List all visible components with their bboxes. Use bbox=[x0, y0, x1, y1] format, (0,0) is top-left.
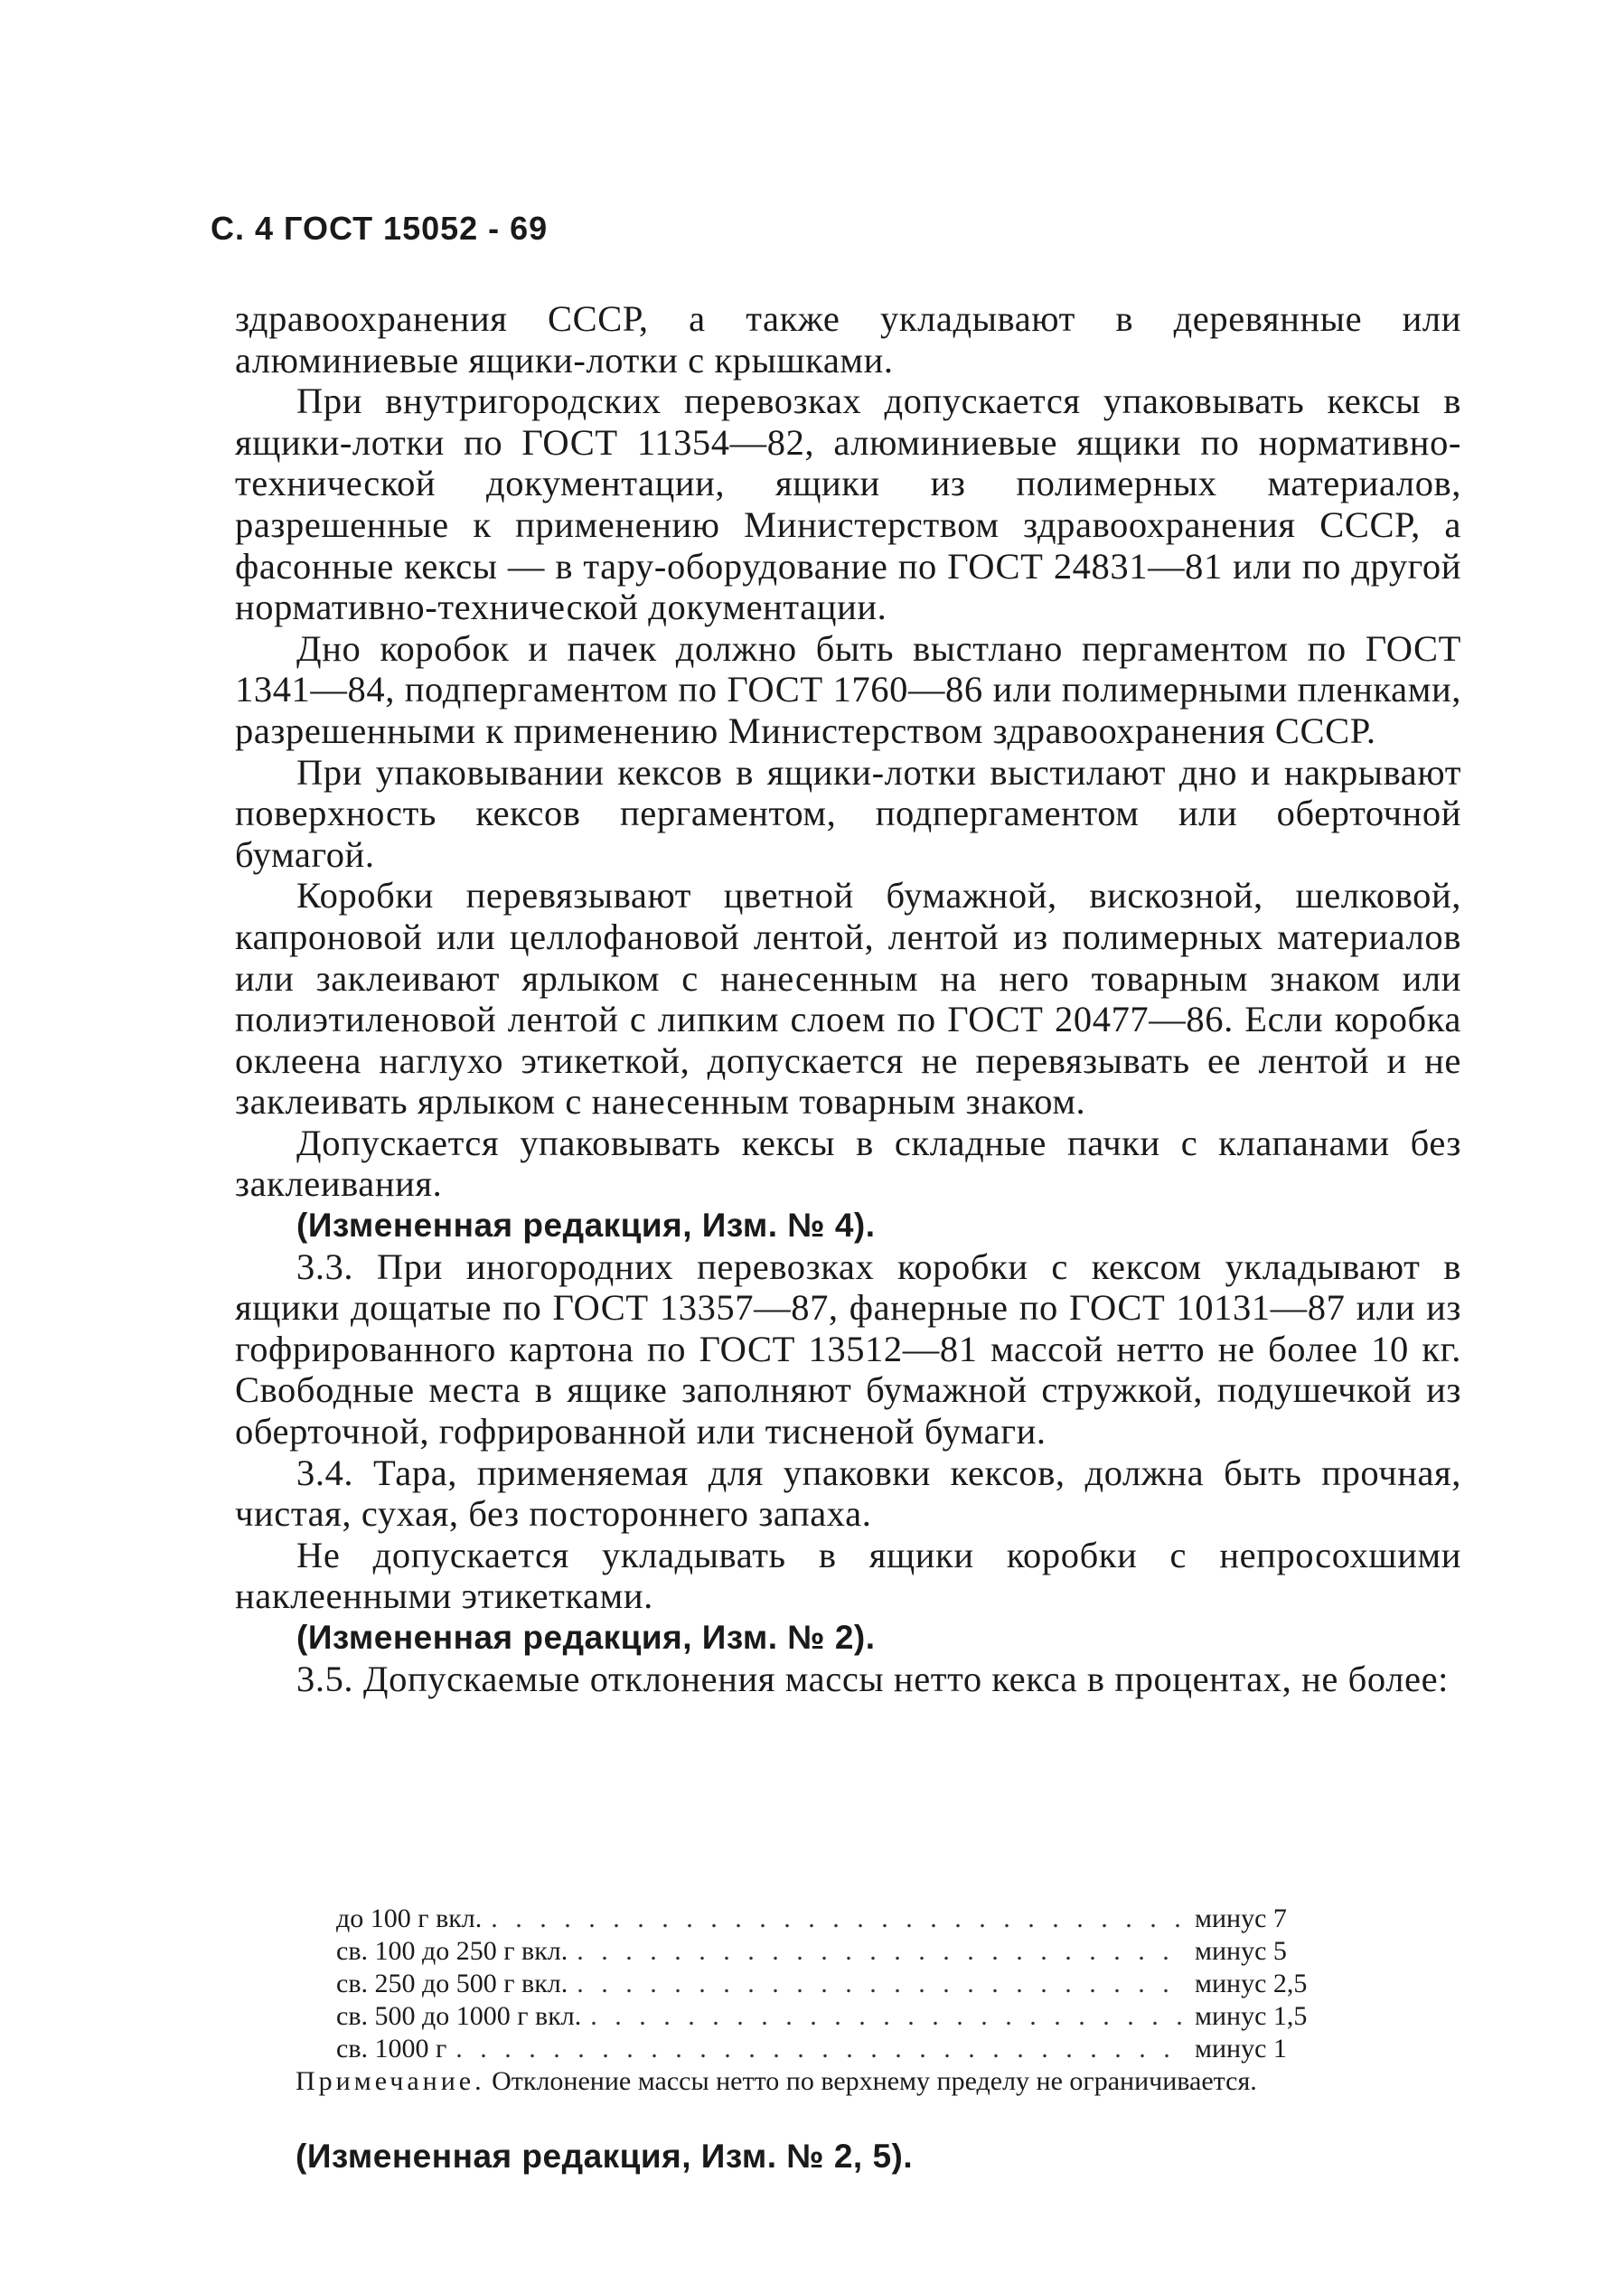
amendment-note-4: (Измененная редакция, Изм. № 4). bbox=[296, 1207, 876, 1245]
mass-range: св. 100 до 250 г вкл. bbox=[336, 1936, 568, 1966]
clause-3-5: 3.5. Допускаемые отклонения массы нетто кекса в процентах, не более: bbox=[296, 1658, 1450, 1699]
dot-leader bbox=[577, 1935, 1182, 1968]
note-label: Примечание. bbox=[296, 2066, 485, 2096]
paragraph-folding-packs: Допускается упаковывать кексы в складные пачки с клапанами без заклеивания. bbox=[235, 1122, 1461, 1205]
table-note bbox=[296, 2065, 1461, 2098]
amendment-note-2: (Измененная редакция, Изм. № 2). bbox=[296, 1619, 876, 1656]
mass-range: св. 250 до 500 г вкл. bbox=[336, 1969, 568, 1998]
paragraph-tray-lining: При упаковывании кексов в ящики-лотки выстилают дно и накрывают поверхность кексов пергаментом, подпергаментом или оберточной бумагой. bbox=[235, 751, 1461, 875]
clause-3-4: 3.4. Тара, применяемая для упаковки кексов, должна быть прочная, чистая, сухая, без постороннего запаха. bbox=[235, 1452, 1461, 1535]
dot-leader bbox=[455, 2033, 1182, 2065]
table-row bbox=[336, 1903, 1375, 1935]
table-row bbox=[336, 1935, 1375, 1968]
mass-range: св. 500 до 1000 г вкл. bbox=[336, 2001, 582, 2031]
paragraph-box-bottom: Дно коробок и пачек должно быть выстлано пергаментом по ГОСТ 1341—84, подпергаментом по ГОСТ 1760—86 или полимерными пленками, разрешенными к применению Министерством здравоохранения СССР. bbox=[235, 627, 1461, 751]
deviation-value: минус 2,5 bbox=[1195, 1969, 1308, 1998]
mass-range: св. 1000 г bbox=[336, 2034, 447, 2063]
deviation-value: минус 5 bbox=[1195, 1936, 1287, 1966]
dot-leader bbox=[577, 1968, 1182, 2000]
deviation-value: минус 1,5 bbox=[1195, 2001, 1308, 2031]
clause-3-3: 3.3. При иногородних перевозках коробки с кексом укладывают в ящики дощатые по ГОСТ 13357—87, фанерные по ГОСТ 10131—87 или из гофрированного картона по ГОСТ 13512—81 массой нетто не более 10 кг. Свободные места в ящике заполняют бумажной стружкой, подушечкой из оберточной, гофрированной или тисненой бумаги. bbox=[235, 1246, 1461, 1452]
deviation-value: минус 1 bbox=[1195, 2034, 1287, 2063]
amendment-note-2-5: (Измененная редакция, Изм. № 2, 5). bbox=[296, 2138, 914, 2175]
paragraph-labels: Не допускается укладывать в ящики коробки с непросохшими наклеенными этикетками. bbox=[235, 1534, 1461, 1617]
paragraph-intercity-transport: При внутригородских перевозках допускается упаковывать кексы в ящики-лотки по ГОСТ 11354—82, алюминиевые ящики по нормативно-технической документации, ящики из полимерных материалов, разрешенные к применению Министерством здравоохранения СССР, а фасонные кексы — в тару-оборудование по ГОСТ 24831—81 или по другой нормативно-технической документации. bbox=[235, 381, 1461, 628]
page-header: С. 4 ГОСТ 15052 - 69 bbox=[211, 210, 549, 247]
note-text: Отклонение массы нетто по верхнему пределу не ограничивается. bbox=[492, 2066, 1257, 2096]
deviation-value: минус 7 bbox=[1195, 1904, 1287, 1933]
paragraph-continuation: здравоохранения СССР, а также укладывают в деревянные или алюминиевые ящики-лотки с крышками. bbox=[235, 298, 1461, 381]
table-row bbox=[336, 2033, 1375, 2065]
paragraph-box-tying: Коробки перевязывают цветной бумажной, вискозной, шелковой, капроновой или целлофановой лентой, лентой из полимерных материалов или заклеивают ярлыком с нанесенным на него товарным знаком или полиэтиленовой лентой с липким слоем по ГОСТ 20477—86. Если коробка оклеена наглухо этикеткой, допускается не перевязывать ее лентой и не заклеивать ярлыком с нанесенным товарным знаком. bbox=[235, 875, 1461, 1123]
main-text bbox=[235, 298, 1461, 1699]
table-row bbox=[336, 2000, 1375, 2033]
dot-leader bbox=[590, 2000, 1182, 2033]
dot-leader bbox=[491, 1903, 1182, 1935]
mass-range: до 100 г вкл. bbox=[336, 1904, 483, 1933]
tolerance-table bbox=[336, 1903, 1375, 2065]
table-row bbox=[336, 1968, 1375, 2000]
